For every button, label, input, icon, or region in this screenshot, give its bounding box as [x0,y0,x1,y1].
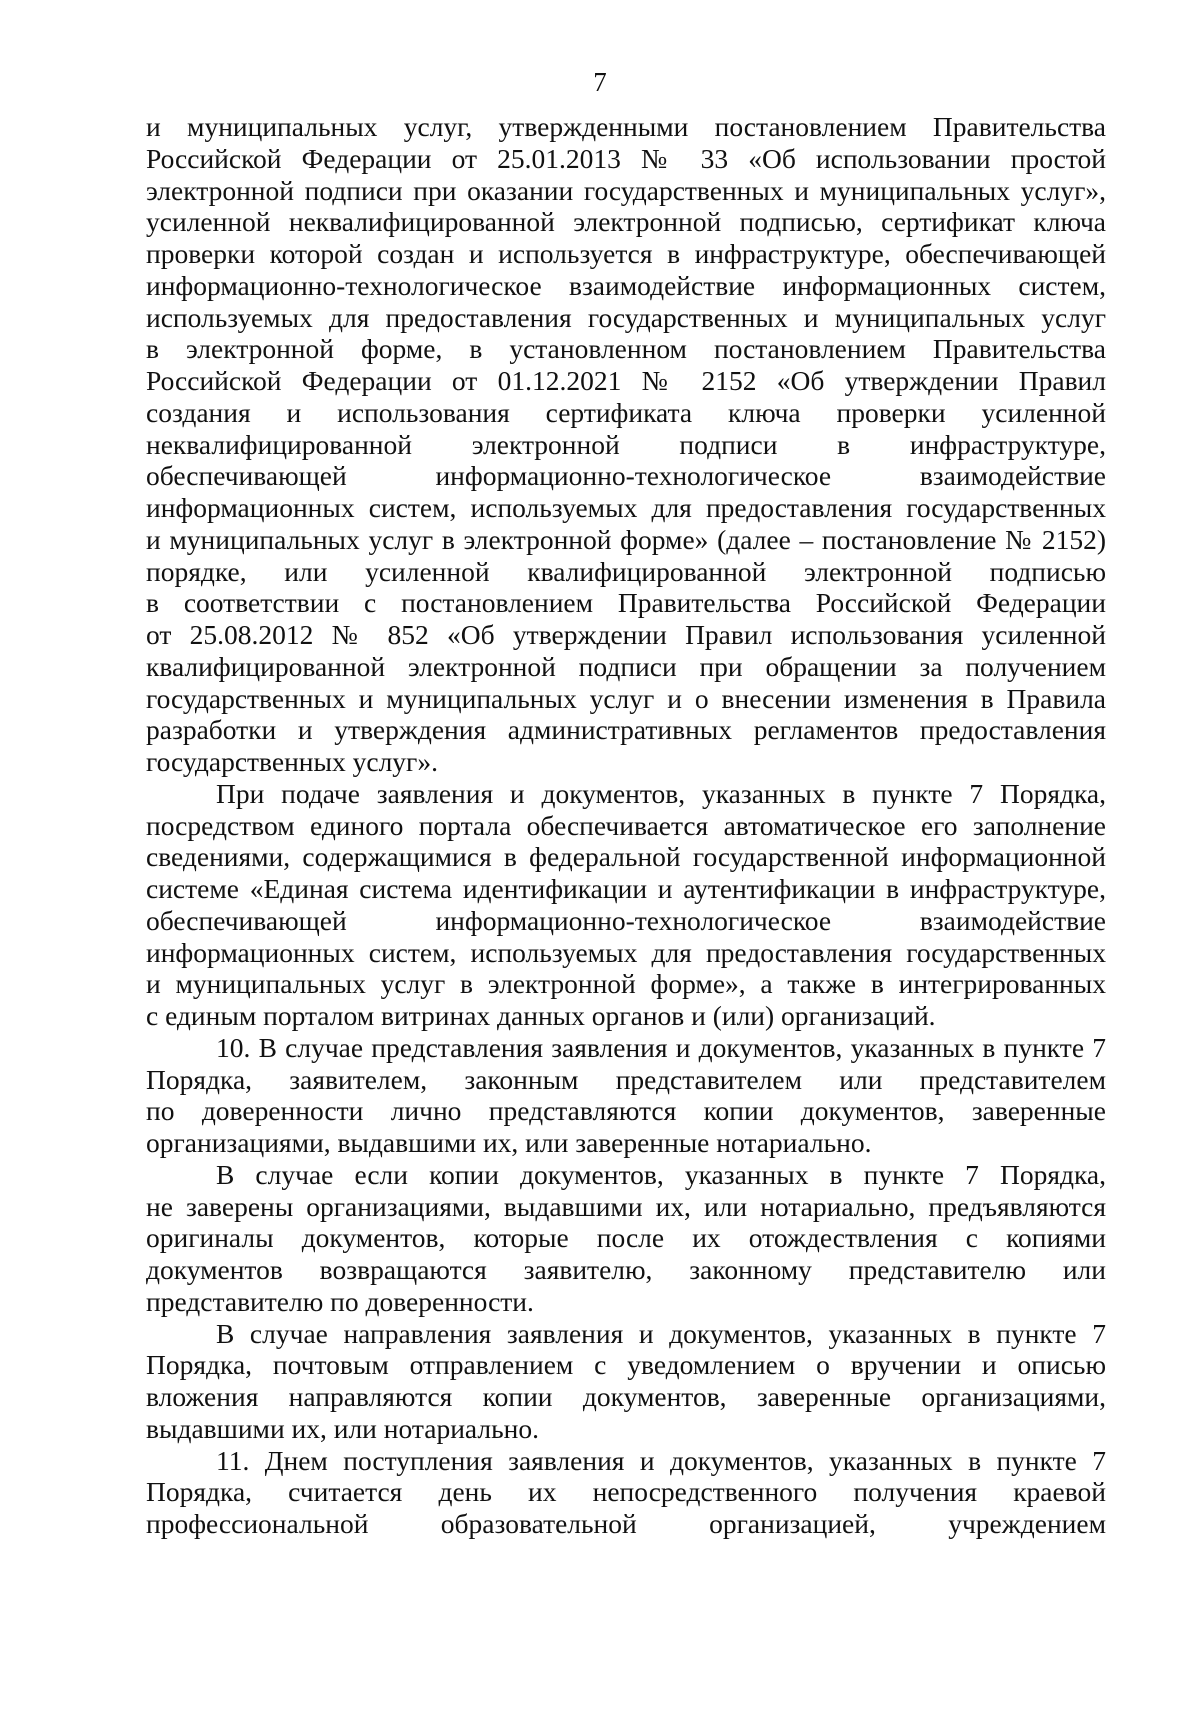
text-line: вложения направляются копии документов, заверенные организациями, [146,1381,1106,1412]
paragraph [146,1032,1106,1159]
text-line: профессиональной образовательной организацией, учреждением [146,1508,1106,1539]
text-line: Порядка, считается день их непосредственного получения краевой [146,1476,1106,1508]
text-line: проверки которой создан и используется в инфраструктуре, обеспечивающей [146,238,1106,269]
text-line: и муниципальных услуг в электронной форме» (далее – постановление № 2152) [146,523,1106,555]
text-line: Порядка, заявителем, законным представителем или представителем [146,1063,1106,1095]
paragraph [146,778,1106,1032]
paragraph [146,111,1106,778]
text-line: организациями, выдавшими их, или заверенные нотариально. [146,1127,872,1158]
page-number: 7 [593,67,607,97]
text-line: документов возвращаются заявителю, законному представителю или [146,1254,1106,1285]
paragraph [146,1159,1106,1318]
text-line: государственных и муниципальных услуг и о внесении изменения в Правила [146,682,1106,714]
text-line: системе «Единая система идентификации и аутентификации в инфраструктуре, [146,873,1106,904]
text-line: неквалифицированной электронной подписи в инфраструктуре, [146,428,1106,460]
text-line: создания и использования сертификата ключа проверки усиленной [146,396,1106,428]
text-line: государственных услуг». [146,746,438,777]
text-line: выдавшими их, или нотариально. [146,1412,539,1444]
text-line: посредством единого портала обеспечивается автоматическое его заполнение [146,809,1106,841]
text-line: квалифицированной электронной подписи при обращении за получением [146,650,1106,682]
text-line: порядке, или усиленной квалифицированной электронной подписью [146,555,1106,587]
text-line: электронной подписи при оказании государственных и муниципальных услуг», [146,174,1106,206]
text-line: от 25.08.2012 № 852 «Об утверждении Правил использования усиленной [146,619,1106,650]
text-line: 10. В случае представления заявления и документов, указанных в пункте 7 [216,1031,1106,1063]
text-line: 11. Днем поступления заявления и документов, указанных в пункте 7 [216,1444,1106,1476]
paragraph [146,1445,1106,1540]
text-line: Российской Федерации от 01.12.2021 № 2152 «Об утверждении Правил [146,365,1106,396]
text-line: Российской Федерации от 25.01.2013 № 33 «Об использовании простой [146,142,1106,174]
text-line: информационных систем, используемых для предоставления государственных [146,936,1106,968]
text-line: не заверены организациями, выдавшими их, или нотариально, предъявляются [146,1190,1106,1222]
text-line: Порядка, почтовым отправлением с уведомлением о вручении и описью [146,1349,1106,1381]
text-line: в электронной форме, в установленном постановлением Правительства [146,333,1106,365]
text-line: и муниципальных услуг, утвержденными постановлением Правительства [146,111,1106,142]
text-line: с единым порталом витринах данных органов и (или) организаций. [146,1000,936,1031]
text-line: используемых для предоставления государственных и муниципальных услуг [146,301,1106,333]
text-line: и муниципальных услуг в электронной форме», а также в интегрированных [146,968,1106,1000]
text-line: сведениями, содержащимися в федеральной государственной информационной [146,841,1106,873]
text-line: оригиналы документов, которые после их отождествления с копиями [146,1222,1106,1254]
text-line: усиленной неквалифицированной электронной подписью, сертификат ключа [146,206,1106,238]
paragraph [146,1318,1106,1445]
text-line: в соответствии с постановлением Правительства Российской Федерации [146,587,1106,619]
text-line: информационно-технологическое взаимодействие информационных систем, [146,269,1106,301]
text-line: разработки и утверждения административных регламентов предоставления [146,714,1106,746]
document-body [146,111,1106,1540]
text-line: В случае если копии документов, указанных в пункте 7 Порядка, [216,1158,1106,1190]
text-line: информационных систем, используемых для предоставления государственных [146,492,1106,523]
text-line: по доверенности лично представляются копии документов, заверенные [146,1095,1106,1127]
text-line: При подаче заявления и документов, указанных в пункте 7 Порядка, [216,777,1106,809]
text-line: В случае направления заявления и документов, указанных в пункте 7 [216,1317,1106,1349]
text-line: обеспечивающей информационно-технологическое взаимодействие [146,460,1106,492]
text-line: обеспечивающей информационно-технологическое взаимодействие [146,904,1106,936]
text-line: представителю по доверенности. [146,1285,534,1317]
